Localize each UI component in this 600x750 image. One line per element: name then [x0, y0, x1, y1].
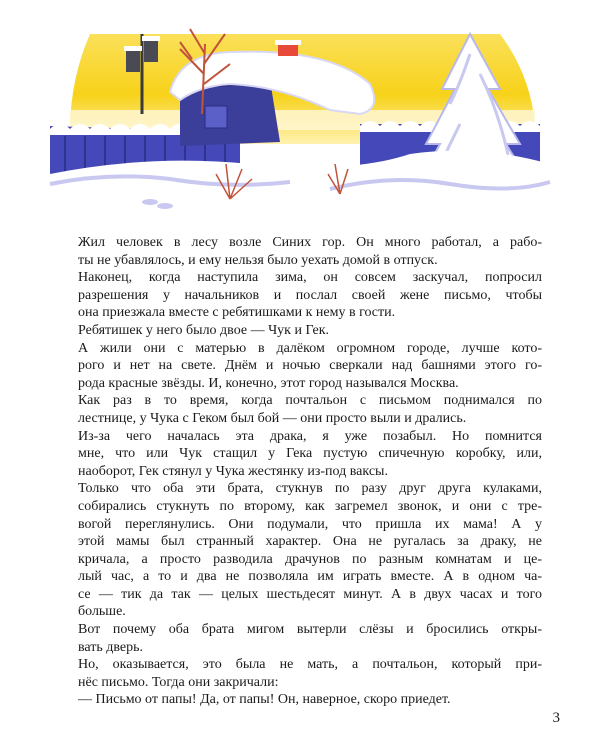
text-line: вать дверь.	[78, 639, 144, 655]
text-line: нёс письмо. Тогда они закричали:	[78, 674, 279, 690]
text-line: Жил человек в лесу возле Синих гор. Он много работал, а рабо-	[78, 235, 542, 250]
text-line: наоборот, Гек стянул у Чука жестянку из-под ваксы.	[78, 463, 388, 479]
story-paragraph	[62, 269, 542, 322]
chimney	[278, 44, 298, 56]
text-line: ты не убавлялось, и ему нельзя было уехать домой в отпуск.	[78, 252, 438, 268]
text-line: А жили они с матерью в далёком огромном городе, лучше кото-	[78, 340, 542, 356]
text-line: больше.	[78, 604, 126, 620]
text-line: собирались стукнуть по второму, как загремел звонок, и они с тре-	[78, 498, 542, 514]
text-line: Из-за чего началась эта драка, я уже позабыл. Но помнится	[78, 428, 542, 444]
text-line: Вот почему оба брата мигом вытерли слёзы и бросились откры-	[78, 622, 542, 638]
text-line: вогой переглянулись. Они подумали, что пришла их мама! А у	[78, 516, 542, 532]
story-paragraph	[62, 480, 542, 621]
text-line: мне, что или Чук стащил у Гека пустую спичечную коробку, или,	[78, 446, 542, 462]
story-paragraph	[62, 392, 542, 427]
winter-illustration	[30, 14, 570, 219]
story-paragraph	[62, 340, 542, 393]
text-line: — Письмо от папы! Да, от папы! Он, наверное, скоро приедет.	[78, 692, 451, 708]
story-paragraph	[62, 234, 542, 269]
text-line: Но, оказывается, это была не мать, а почтальон, который при-	[78, 657, 542, 673]
text-line: лый час, а то и два не позволяла им играть вместе. А в одном ча-	[78, 569, 542, 585]
text-line: рода красные звёзды. И, конечно, этот город назывался Москва.	[78, 375, 459, 391]
birdhouse	[126, 50, 140, 72]
story-paragraph	[62, 322, 542, 340]
winter-scene-image	[30, 14, 570, 219]
text-line: се — тик да так — целых шестьдесят минут. А в двух часах и того	[78, 586, 542, 602]
text-line: рого и нет на свете. Днём и ночью сверкали над башнями этого го-	[78, 358, 542, 374]
story-paragraph	[62, 428, 542, 481]
text-line: Наконец, когда наступила зима, он совсем заскучал, попросил	[78, 270, 542, 286]
text-line: разрешения у начальников и послал своей жене письмо, чтобы	[78, 287, 542, 303]
story-paragraph	[62, 691, 542, 709]
text-line: Как раз в то время, когда почтальон с письмом поднимался по	[78, 393, 542, 409]
story-paragraph	[62, 656, 542, 691]
text-line: Только что оба эти брата, стукнув по разу друг друга кулаками,	[78, 481, 542, 497]
page-number: 3	[552, 710, 560, 726]
story-paragraph	[62, 621, 542, 656]
text-line: лестнице, у Чука с Геком был бой — они просто выли и дрались.	[78, 410, 467, 426]
story-text	[62, 234, 542, 709]
text-line: Ребятишек у него было двое — Чук и Гек.	[78, 322, 330, 338]
text-line: кричала, а просто разводила драчунов по разным комнатам и це-	[78, 551, 542, 567]
text-line: этой мамы был странный характер. Она не ругалась за драку, не	[78, 534, 542, 550]
text-line: она приезжала вместе с ребятишками к нему в гости.	[78, 305, 396, 321]
